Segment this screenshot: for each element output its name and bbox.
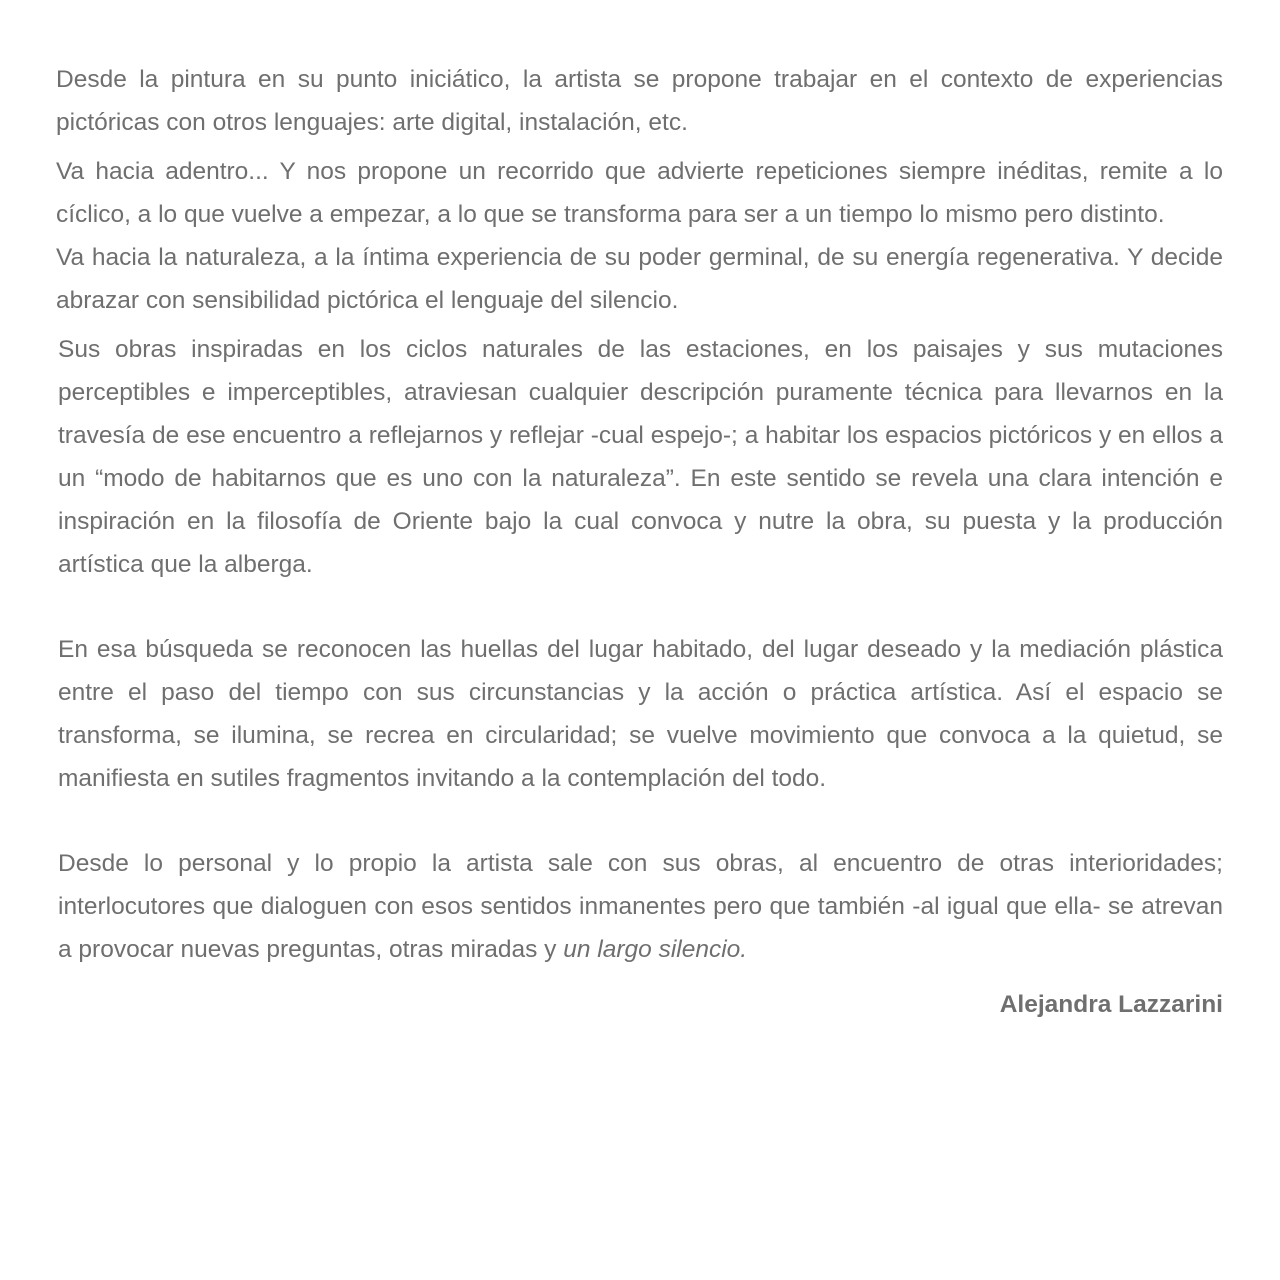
closing-italic-text: un largo silencio.	[563, 936, 748, 963]
paragraph-inward: Va hacia adentro... Y nos propone un recorrido que advierte repeticiones siempre inéditas, remite a lo cíclico, a lo que vuelve a empezar, a lo que se transforma para ser a un tiempo lo mismo pero distinto.	[56, 158, 1223, 228]
paragraph-nature: Va hacia la naturaleza, a la íntima experiencia de su poder germinal, de su energía regenerativa. Y decide abrazar con sensibilidad pictórica el lenguaje del silencio.	[56, 244, 1223, 314]
paragraph-search: En esa búsqueda se reconocen las huellas del lugar habitado, del lugar deseado y la mediación plástica entre el paso del tiempo con sus circunstancias y la acción o práctica artística. Así el espacio se transforma, se ilumina, se recrea en circularidad; se vuelve movimiento que convoca a la quietud, se manifiesta en sutiles fragmentos invitando a la contemplación del todo.	[58, 636, 1223, 792]
paragraph-intro: Desde la pintura en su punto iniciático, la artista se propone trabajar en el contexto de experiencias pictóricas con otros lenguajes: arte digital, instalación, etc.	[56, 66, 1223, 136]
author-signature: Alejandra Lazzarini	[999, 991, 1223, 1018]
closing-text: Desde lo personal y lo propio la artista sale con sus obras, al encuentro de otras interioridades; interlocutores que dialoguen con esos sentidos inmanentes pero que también -al igual que ella- se atrevan a provocar nuevas preguntas, otras miradas y	[58, 850, 1223, 963]
paragraph-works: Sus obras inspiradas en los ciclos naturales de las estaciones, en los paisajes y sus mutaciones perceptibles e imperceptibles, atraviesan cualquier descripción puramente técnica para llevarnos en la travesía de ese encuentro a reflejarnos y reflejar -cual espejo-; a habitar los espacios pictóricos y en ellos a un “modo de habitarnos que es uno con la naturaleza”. En este sentido se revela una clara intención e inspiración en la filosofía de Oriente bajo la cual convoca y nutre la obra, su puesta y la producción artística que la alberga.	[58, 336, 1223, 578]
paragraph-closing	[56, 842, 1223, 971]
essay-text	[56, 58, 1223, 1026]
